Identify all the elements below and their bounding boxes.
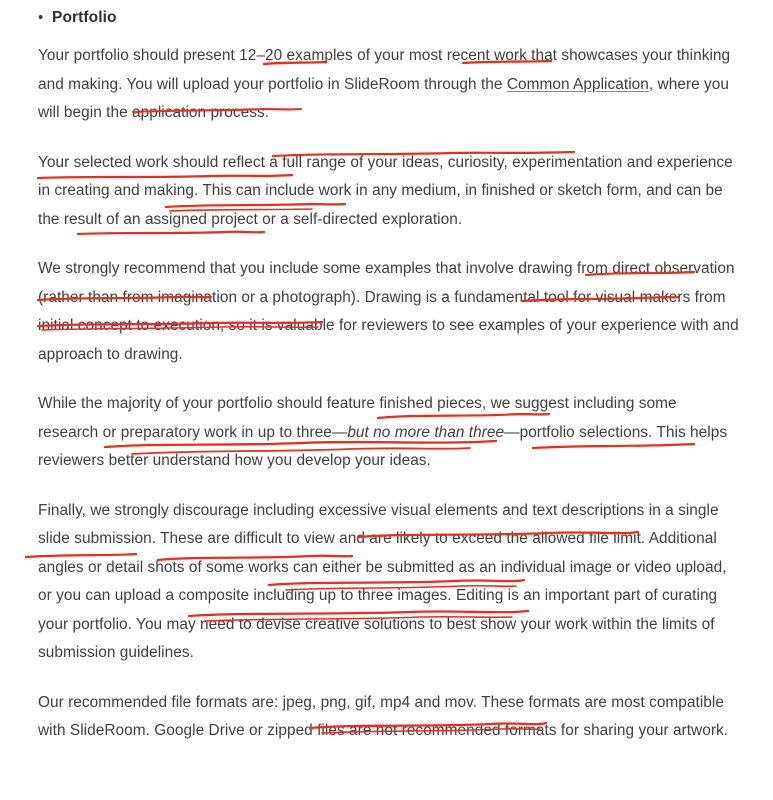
bullet-icon: • (38, 9, 44, 26)
paragraph-2: Your selected work should reflect a full range of your ideas, curiosity, experimentation and experience in creating and making. This can include work in any medium, in finished or sketch form, and can be the result of an assigned project or a self-directed exploration. (38, 153, 733, 228)
paragraph-5: Finally, we strongly discourage including excessive visual elements and text descriptions in a single slide submission. These are difficult to view and are likely to exceed the allowed file limit. Additional angles or detail shots of some works can either be submitted as an individual image or video upload, or you can upload a composite including up to three images. Editing is an important part of curating your portfolio. You may need to devise creative solutions to best show your work within the limits of submission guidelines. (38, 501, 727, 661)
page-title: Portfolio (52, 9, 117, 26)
paragraph-6: Our recommended file formats are: jpeg, png, gif, mp4 and mov. These formats are most compatible with SlideRoom. Google Drive or zipped files are not recommended formats for sharing your artwork. (38, 693, 729, 739)
paragraph-1: Your portfolio should present 12–20 examples of your most recent work that showcases your thinking and making. You will upload your portfolio in SlideRoom through the Common Application, where you will begin the application process. (38, 47, 731, 121)
paragraph-4: While the majority of your portfolio should feature finished pieces, we suggest including some research or preparatory work in up to three—but no more than three—portfolio selections. This helps reviewers better understand how you develop your ideas. (38, 395, 728, 469)
common-application-link[interactable]: Common Application (506, 75, 649, 93)
paragraph-3: We strongly recommend that you include some examples that involve drawing from direct observation (rather than from imagination or a photograph). Drawing is a fundamental tool for visual makers from initial concept to execution, so it is valuable for reviewers to see examples of your experience with and approach to drawing. (38, 260, 739, 363)
portfolio-heading-row (38, 8, 739, 28)
